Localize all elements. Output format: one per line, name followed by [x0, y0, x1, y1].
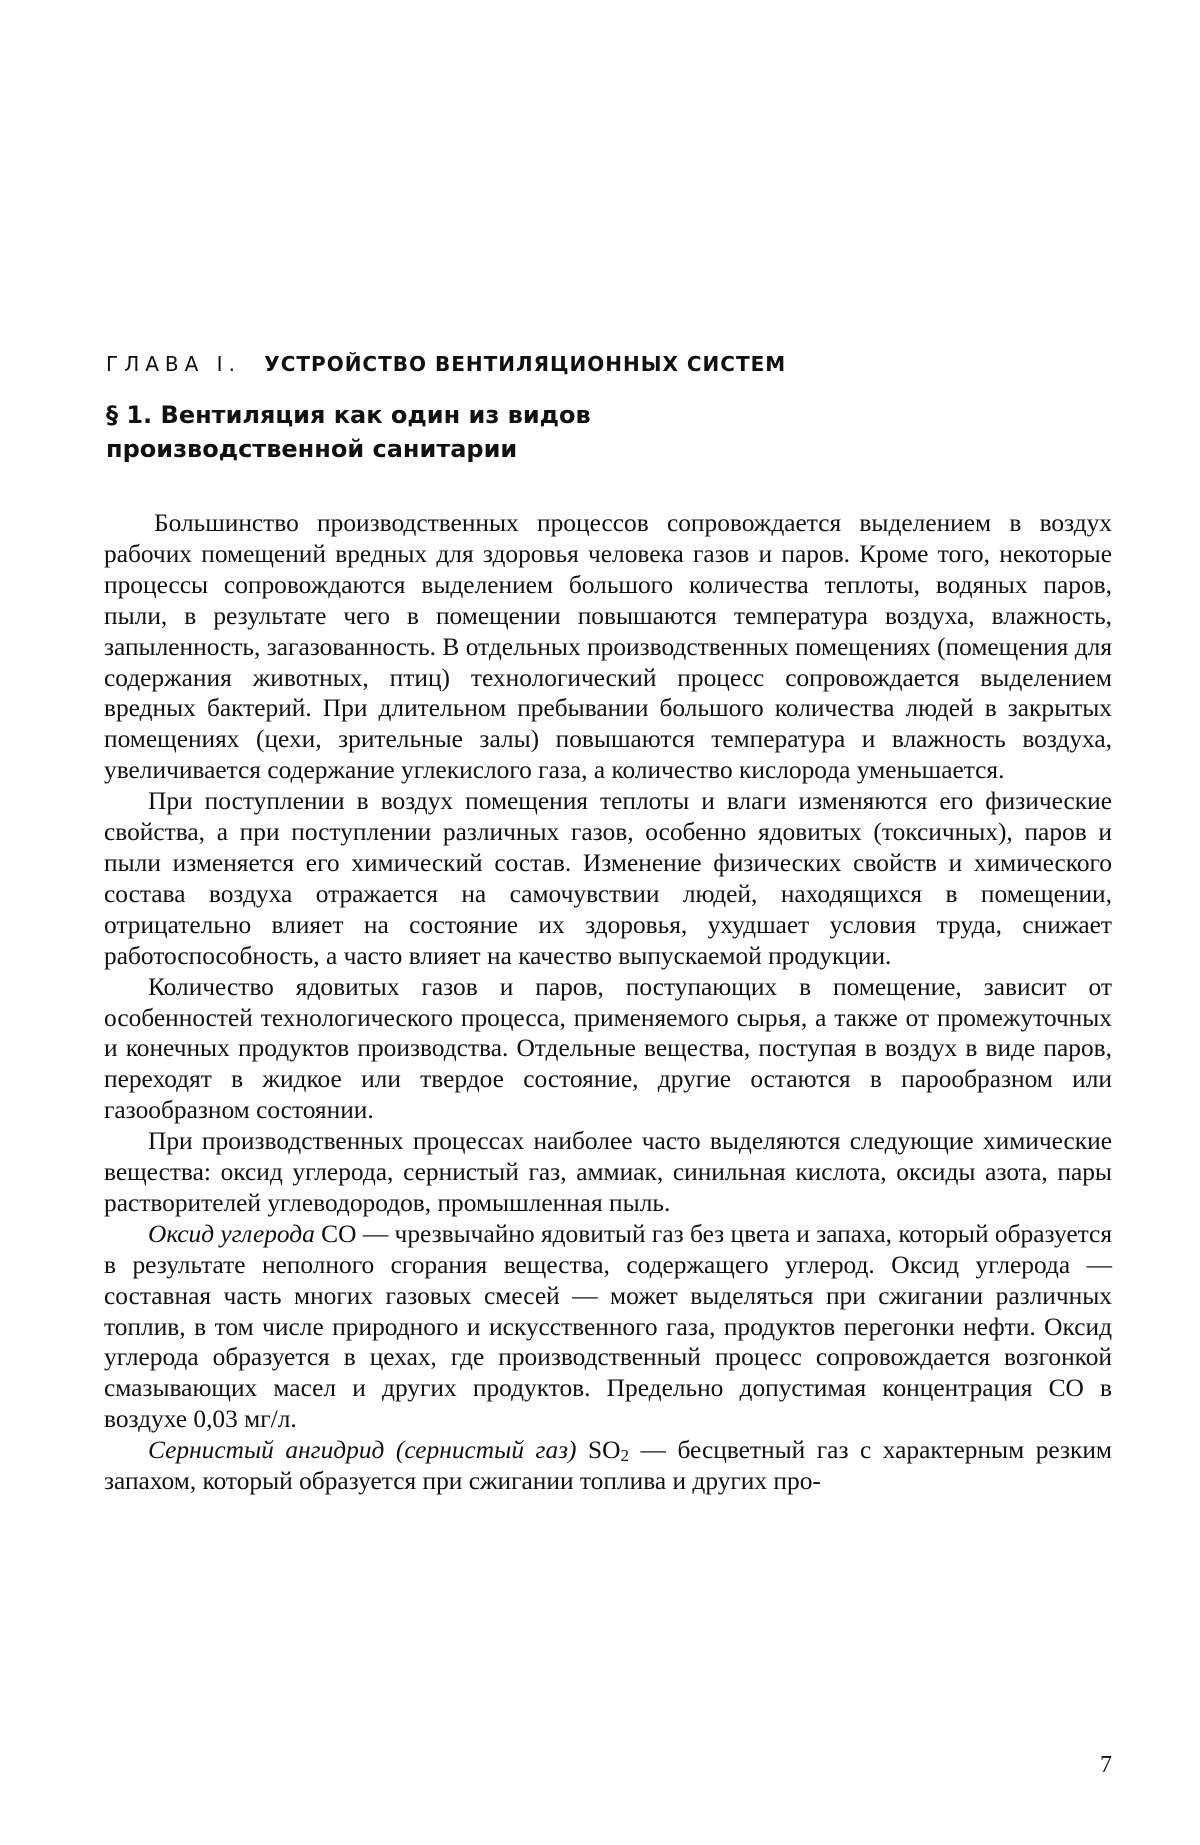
term-sulfur-dioxide: Сернистый ангидрид (сернистый газ) — [148, 1436, 577, 1465]
section-title-line1: § 1. Вентиляция как один из видов — [106, 401, 591, 429]
chapter-heading — [106, 352, 1112, 376]
formula-subscript: 2 — [620, 1446, 630, 1466]
paragraph-5 — [104, 1219, 1112, 1435]
page-number: 7 — [1100, 1752, 1112, 1778]
paragraph-5-text: СО — чрезвычайно ядовитый газ без цвета и запаха, который образуется в результате неполного сгорания вещества, содержащего углерод. Оксид углерода — составная часть многих газовых смесей — может выделяться при сжигании различных топлив, в том числе природного и искусственного газа, продуктов перегонки нефти. Оксид углерода образуется в цехах, где производственный процесс сопровождается возгонкой смазывающих масел и других продуктов. Предельно допустимая концентрация СО в воздухе 0,03 мг/л. — [104, 1219, 1112, 1434]
paragraph-4: При производственных процессах наиболее часто выделяются следующие химические вещества: оксид углерода, сернистый газ, аммиак, синильная кислота, оксиды азота, пары растворителей углеводородов, промышленная пыль. — [104, 1127, 1112, 1217]
term-carbon-monoxide: Оксид углерода — [148, 1219, 315, 1248]
chapter-label: ГЛАВА I. — [106, 352, 241, 376]
formula-so2: SO — [576, 1436, 621, 1465]
page-body — [104, 352, 1112, 1497]
paragraph-1: Большинство производственных процессов сопровождается выделением в воздух рабочих помещений вредных для здоровья человека газов и паров. Кроме того, некоторые процессы сопровождаются выделением большого количества теплоты, водяных паров, пыли, в результате чего в помещении повышаются температура воздуха, влажность, запыленность, загазованность. В отдельных производственных помещениях (помещения для содержания животных, птиц) технологический процесс сопровождается выделением вредных бактерий. При длительном пребывании большого количества людей в закрытых помещениях (цехи, зрительные залы) повышаются температура и влажность воздуха, увеличивается содержание углекислого газа, а количество кислорода уменьшается. — [104, 509, 1112, 785]
paragraph-3: Количество ядовитых газов и паров, поступающих в помещение, зависит от особенностей технологического процесса, применяемого сырья, а также от промежуточных и конечных продуктов производства. Отдельные вещества, поступая в воздух в виде паров, переходят в жидкое или твердое состояние, другие остаются в парообразном или газообразном состоянии. — [104, 972, 1112, 1125]
chapter-title: УСТРОЙСТВО ВЕНТИЛЯЦИОННЫХ СИСТЕМ — [264, 352, 787, 376]
paragraph-2: При поступлении в воздух помещения теплоты и влаги изменяются его физические свойства, а при поступлении различных газов, особенно ядовитых (токсичных), паров и пыли изменяется его химический состав. Изменение физических свойств и химического состава воздуха отражается на самочувствии людей, находящихся в помещении, отрицательно влияет на состояние их здоровья, ухудшает условия труда, снижает работоспособность, а часто влияет на качество выпускаемой продукции. — [104, 787, 1112, 970]
paragraph-6-text: — бесцветный газ с характерным резким запахом, который образуется при сжигании топлива и других про- — [104, 1436, 1112, 1496]
paragraph-6 — [104, 1435, 1112, 1497]
section-title-line2: производственной санитарии — [106, 435, 518, 463]
section-heading — [106, 398, 1112, 466]
body-text — [104, 508, 1112, 1497]
